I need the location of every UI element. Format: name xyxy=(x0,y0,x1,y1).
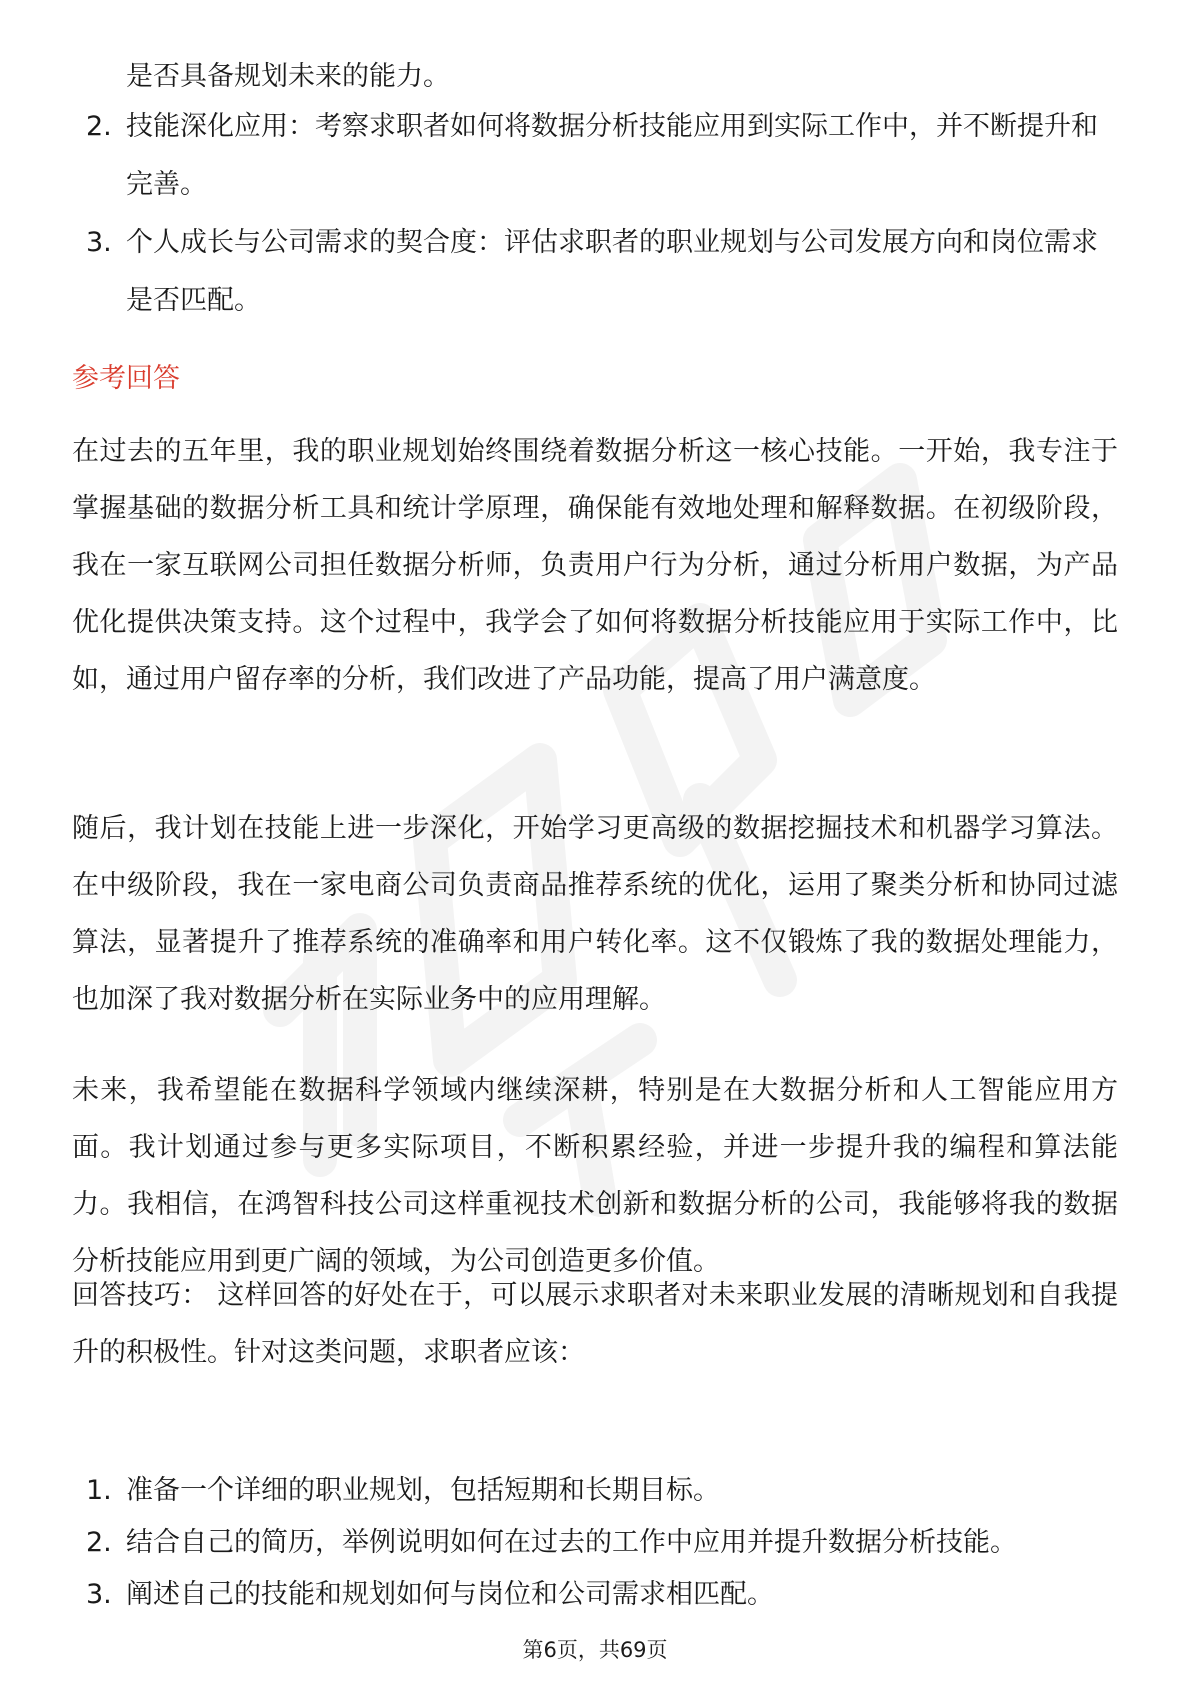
list-number: 2. xyxy=(86,111,112,142)
section-heading-reference-answer: 参考回答 xyxy=(72,363,180,394)
list-item xyxy=(72,98,1118,214)
criteria-list xyxy=(72,98,1118,330)
list-item xyxy=(72,214,1118,330)
list-item-text: 准备一个详细的职业规划，包括短期和长期目标。 xyxy=(126,1475,720,1506)
list-number: 3. xyxy=(86,227,112,258)
list-item xyxy=(72,1465,1118,1517)
list-item xyxy=(72,1569,1118,1621)
list-item-text: 个人成长与公司需求的契合度：评估求职者的职业规划与公司发展方向和岗位需求是否匹配。 xyxy=(126,227,1098,316)
answer-paragraph: 在过去的五年里，我的职业规划始终围绕着数据分析这一核心技能。一开始，我专注于掌握基础的数据分析工具和统计学原理，确保能有效地处理和解释数据。在初级阶段，我在一家互联网公司担任数据分析师，负责用户行为分析，通过分析用户数据，为产品优化提供决策支持。这个过程中，我学会了如何将数据分析技能应用于实际工作中，比如，通过用户留存率的分析，我们改进了产品功能，提高了用户满意度。 xyxy=(72,436,1118,695)
list-item-text: 阐述自己的技能和规划如何与岗位和公司需求相匹配。 xyxy=(126,1579,774,1610)
answer-paragraph: 随后，我计划在技能上进一步深化，开始学习更高级的数据挖掘技术和机器学习算法。在中级阶段，我在一家电商公司负责商品推荐系统的优化，运用了聚类分析和协同过滤算法，显著提升了推荐系统的准确率和用户转化率。这不仅锻炼了我的数据处理能力，也加深了我对数据分析在实际业务中的应用理解。 xyxy=(72,813,1118,1015)
list-number: 2. xyxy=(86,1527,112,1558)
answer-paragraph: 未来，我希望能在数据科学领域内继续深耕，特别是在大数据分析和人工智能应用方面。我计划通过参与更多实际项目，不断积累经验，并进一步提升我的编程和算法能力。我相信，在鸿智科技公司这样重视技术创新和数据分析的公司，我能够将我的数据分析技能应用到更广阔的领域，为公司创造更多价值。 xyxy=(72,1075,1118,1277)
list-number: 1. xyxy=(86,1475,112,1506)
document-page xyxy=(72,0,1118,1684)
list-number: 3. xyxy=(86,1579,112,1610)
list-item xyxy=(72,1517,1118,1569)
page-number-footer: 第6页，共69页 xyxy=(522,1638,668,1662)
list-item-text: 结合自己的简历，举例说明如何在过去的工作中应用并提升数据分析技能。 xyxy=(126,1527,1017,1558)
tips-list xyxy=(72,1465,1118,1621)
continuation-text: 是否具备规划未来的能力。 xyxy=(126,61,450,92)
tips-paragraph: 回答技巧： 这样回答的好处在于，可以展示求职者对未来职业发展的清晰规划和自我提升的积极性。针对这类问题，求职者应该： xyxy=(72,1280,1118,1368)
list-item-text: 技能深化应用：考察求职者如何将数据分析技能应用到实际工作中，并不断提升和完善。 xyxy=(126,111,1098,200)
